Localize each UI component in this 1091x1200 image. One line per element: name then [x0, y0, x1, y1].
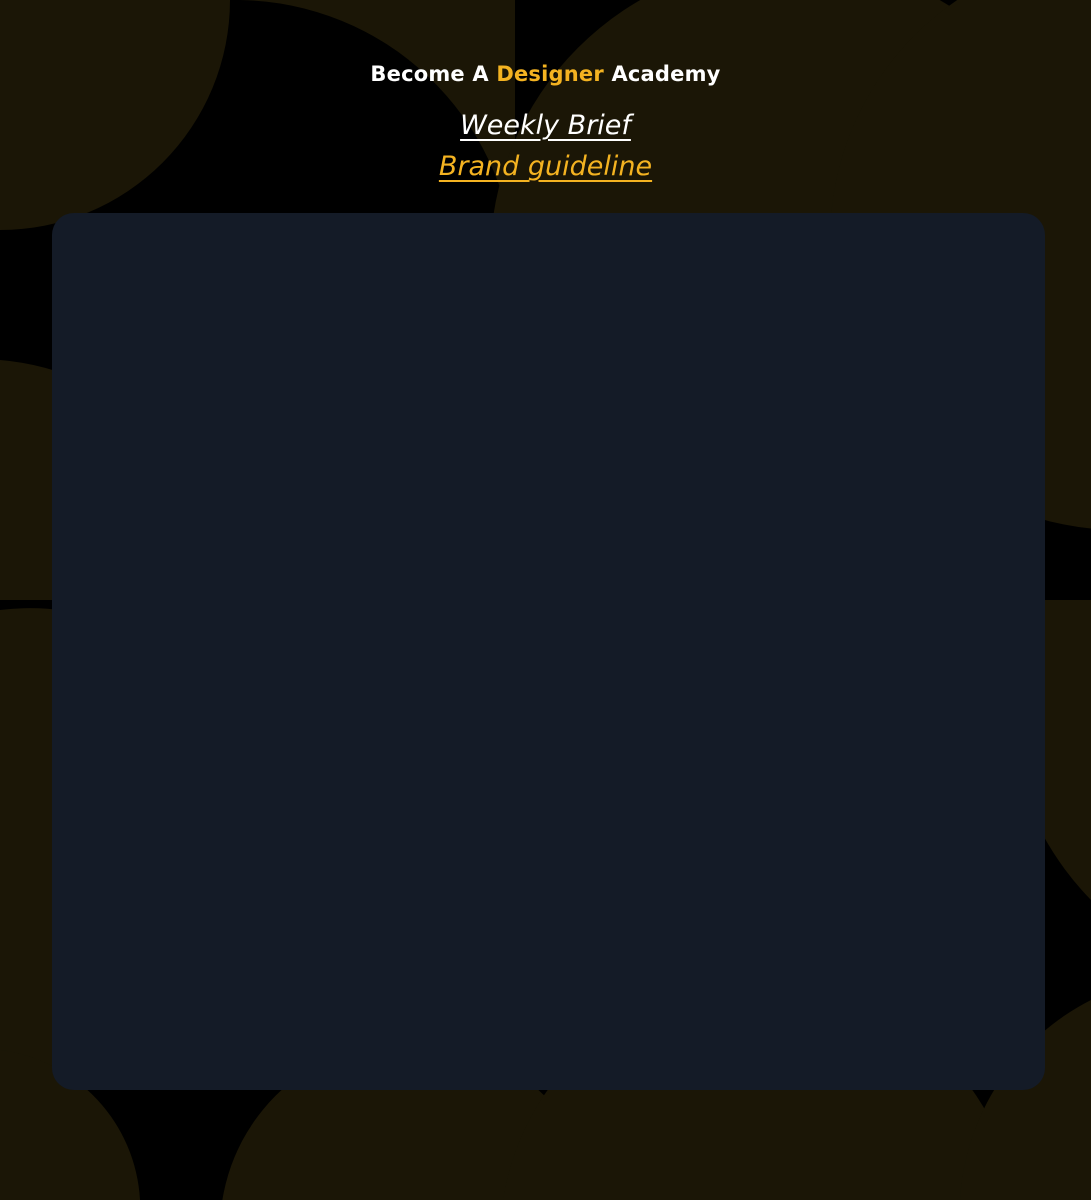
academy-suffix: Academy: [611, 62, 721, 86]
academy-highlight: Designer: [496, 62, 604, 86]
brief-subtitle: Brand guideline: [438, 151, 653, 182]
brief-title: Weekly Brief: [460, 110, 631, 141]
brief-card: [52, 213, 1045, 1090]
academy-prefix: Become A: [370, 62, 489, 86]
academy-title: [0, 62, 1091, 86]
